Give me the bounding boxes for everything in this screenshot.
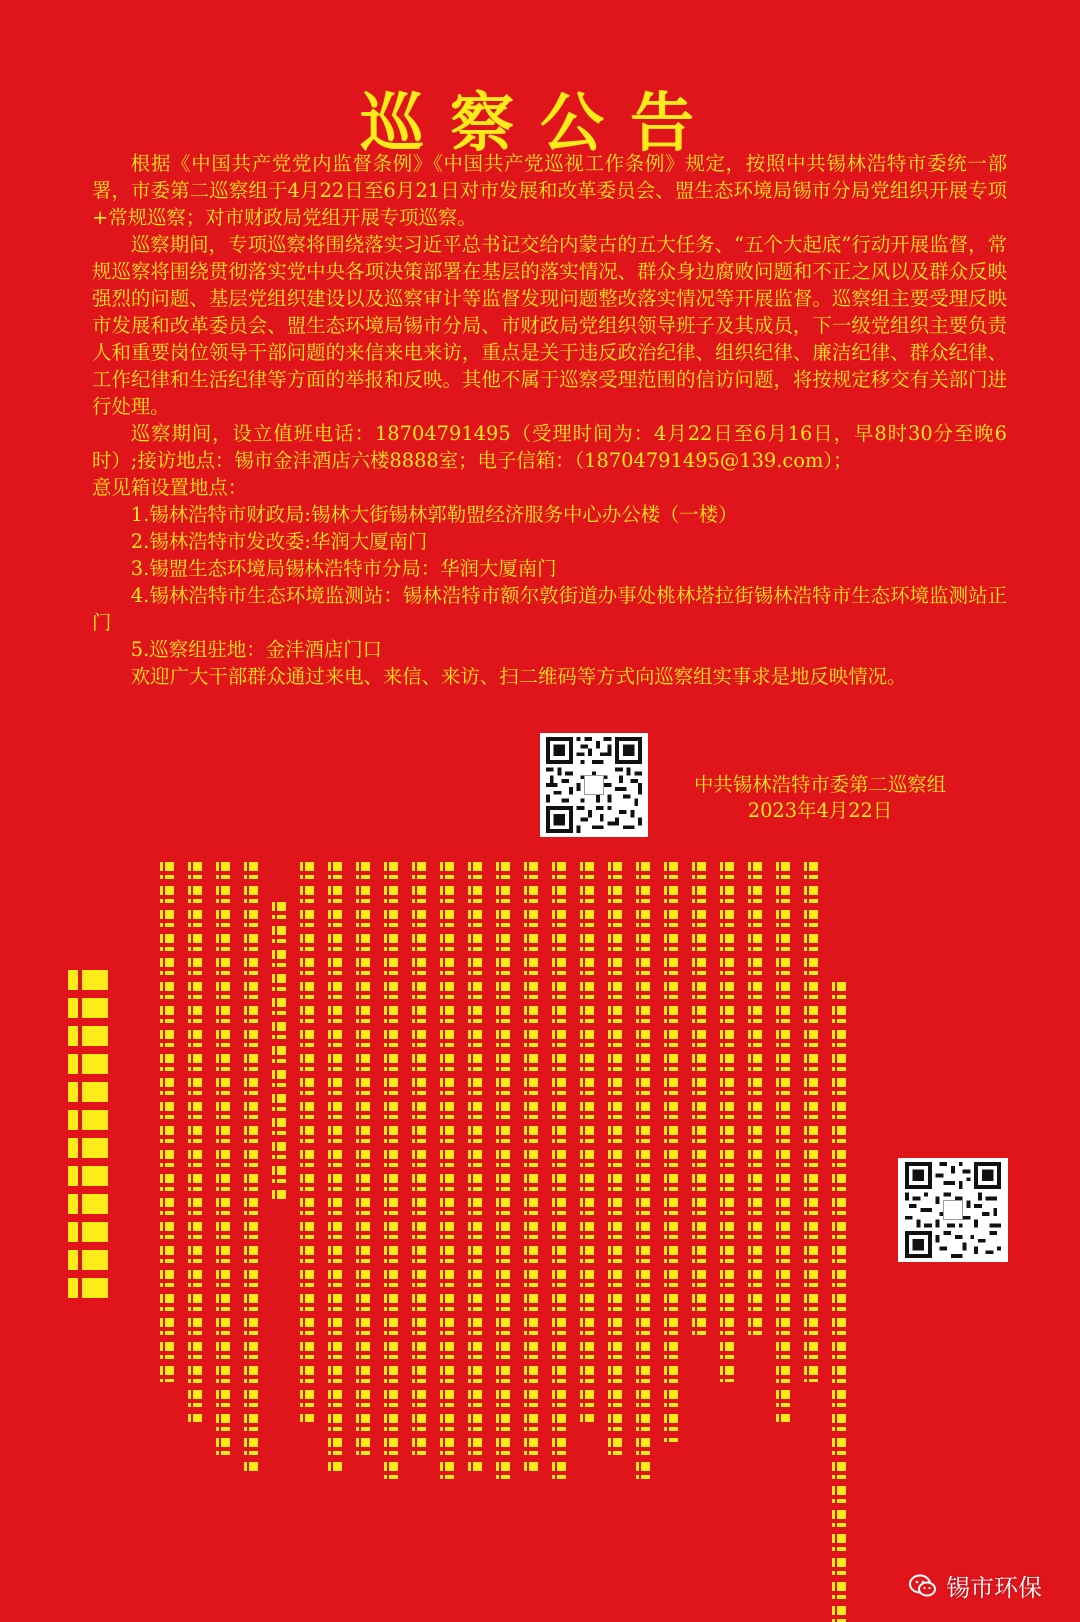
mongolian-column [496, 862, 516, 1482]
mongolian-column [440, 862, 460, 1482]
wechat-icon [908, 1571, 938, 1601]
mongolian-column [188, 862, 208, 1422]
mongolian-column [720, 862, 740, 1382]
notice-body [92, 150, 1007, 690]
mongolian-column [384, 862, 404, 1482]
mongolian-column [664, 862, 684, 1442]
mongolian-column [244, 862, 264, 1472]
mongolian-column [216, 862, 236, 1462]
signature-org: 中共锡林浩特市委第二巡察组 [693, 773, 947, 796]
qr-code-graphic [544, 737, 644, 833]
paragraph-basis: 根据《中国共产党党内监督条例》《中国共产党巡视工作条例》规定，按照中共锡林浩特市委统一部署，市委第二巡察组于4月22日至6月21日对市发展和改革委员会、盟生态环境局锡市分局党组织开展专项+常规巡察；对市财政局党组开展专项巡察。 [92, 152, 1007, 229]
mongolian-column [580, 862, 600, 1422]
mongolian-column [300, 862, 320, 1422]
mongolian-column [468, 862, 488, 1472]
wechat-watermark [908, 1568, 1042, 1603]
mongolian-title-glyphs [68, 970, 120, 1300]
mongolian-column [272, 902, 292, 1202]
mongolian-column [524, 862, 544, 1472]
mailbox-heading: 意见箱设置地点： [92, 476, 248, 499]
paragraph-contact: 巡察期间，设立值班电话：18704791495（受理时间为：4月22日至6月16日，早8时30分至晚6时）;接访地点：锡市金沣酒店六楼8888室；电子信箱：（18704791495@139.com）； [92, 422, 1007, 472]
location-item: 5.巡察组驻地：金沣酒店门口 [130, 638, 382, 661]
mongolian-text-block [140, 862, 900, 1530]
mongolian-column [776, 862, 796, 1422]
mongolian-column [636, 862, 656, 1482]
mongolian-column [356, 862, 376, 1462]
page-title: 巡察公告 [360, 87, 720, 161]
mongolian-column [608, 862, 628, 1462]
qr-code-icon[interactable] [540, 733, 648, 837]
mongolian-column [832, 982, 852, 1622]
closing-text: 欢迎广大干部群众通过来电、来信、来访、扫二维码等方式向巡察组实事求是地反映情况。 [130, 665, 907, 688]
mongolian-column [692, 862, 712, 1342]
qr-code-icon[interactable] [898, 1158, 1008, 1262]
watermark-text: 锡市环保 [946, 1574, 1042, 1602]
mongolian-column [160, 862, 180, 1382]
signature-date: 2023年4月22日 [747, 799, 893, 822]
mongolian-column [804, 862, 824, 1382]
mongolian-column [328, 862, 348, 1472]
mongolian-column [412, 862, 432, 1462]
signature-block [640, 772, 1000, 824]
location-item: 1.锡林浩特市财政局:锡林大街锡林郭勒盟经济服务中心办公楼（一楼） [130, 503, 738, 526]
location-item: 4.锡林浩特市生态环境监测站：锡林浩特市额尔敦街道办事处桃林塔拉街锡林浩特市生态环境监测站正门 [92, 584, 1007, 634]
mongolian-column [552, 862, 572, 1482]
paragraph-scope: 巡察期间，专项巡察将围绕落实习近平总书记交给内蒙古的五大任务、“五个大起底”行动开展监督，常规巡察将围绕贯彻落实党中央各项决策部署在基层的落实情况、群众身边腐败问题和不正之风以及群众反映强烈的问题、基层党组织建设以及巡察审计等监督发现问题整改落实情况等开展监督。巡察组主要受理反映市发展和改革委员会、盟生态环境局锡市分局、市财政局党组织领导班子及其成员，下一级党组织主要负责人和重要岗位领导干部问题的来信来电来访，重点是关于违反政治纪律、组织纪律、廉洁纪律、群众纪律、工作纪律和生活纪律等方面的举报和反映。其他不属于巡察受理范围的信访问题，将按规定移交有关部门进行处理。 [92, 233, 1007, 418]
location-item: 2.锡林浩特市发改委:华润大厦南门 [130, 530, 428, 553]
location-item: 3.锡盟生态环境局锡林浩特市分局：华润大厦南门 [130, 557, 557, 580]
qr-code-graphic [902, 1162, 1004, 1258]
mongolian-column [748, 862, 768, 1342]
